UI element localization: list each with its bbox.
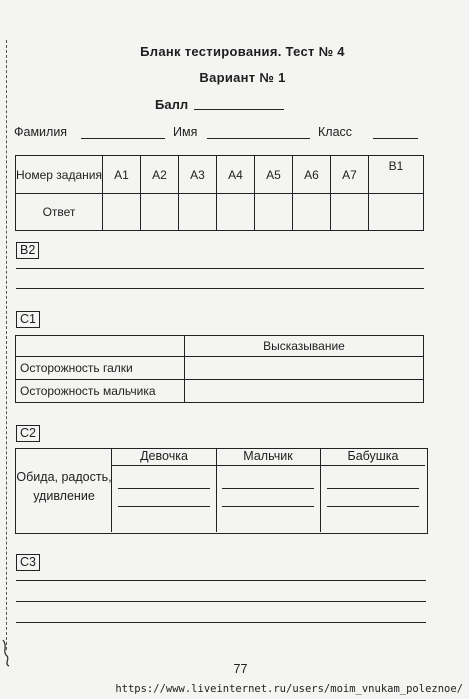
answers-table <box>15 155 424 231</box>
section-c2-label: C2 <box>16 425 40 442</box>
score-label: Балл <box>155 97 189 112</box>
c1-empty-cell <box>16 336 185 357</box>
variant-label: Вариант № 1 <box>199 70 286 85</box>
column-header: A7 <box>331 156 369 194</box>
column-header: A4 <box>217 156 255 194</box>
class-label: Класс <box>318 125 353 139</box>
name-field[interactable] <box>207 138 310 139</box>
page-number: 77 <box>233 662 248 676</box>
surname-field[interactable] <box>81 138 165 139</box>
column-header: B1 <box>369 156 424 194</box>
answer-row <box>16 194 424 231</box>
score-field[interactable] <box>194 109 284 110</box>
answer-cell[interactable] <box>331 194 369 231</box>
c2-column-girl <box>111 448 217 532</box>
answer-cell[interactable] <box>293 194 331 231</box>
answer-cell[interactable] <box>369 194 424 231</box>
c2-column-grandma <box>321 448 425 532</box>
column-header: A6 <box>293 156 331 194</box>
c2-answer-line[interactable] <box>222 506 314 507</box>
c2-row-label: Обида, радость, удивление <box>16 470 112 503</box>
c2-answer-line[interactable] <box>327 488 419 489</box>
c2-column-header: Девочка <box>112 448 216 466</box>
c2-answer-line[interactable] <box>118 488 210 489</box>
c3-answer-line[interactable] <box>16 580 426 581</box>
c1-row <box>16 380 424 403</box>
c2-column-header: Бабушка <box>321 448 425 466</box>
c1-row <box>16 357 424 380</box>
c1-row-label: Осторожность мальчика <box>16 380 185 403</box>
task-number-row <box>16 156 424 194</box>
c3-answer-line[interactable] <box>16 622 426 623</box>
answer-cell[interactable] <box>217 194 255 231</box>
section-c1-label: C1 <box>16 311 40 328</box>
answer-cell[interactable] <box>141 194 179 231</box>
class-field[interactable] <box>373 138 418 139</box>
section-b2-label: B2 <box>16 242 39 259</box>
c1-header-row <box>16 336 424 357</box>
answer-label: Ответ <box>16 194 103 231</box>
c2-answer-line[interactable] <box>222 488 314 489</box>
name-label: Имя <box>173 125 198 139</box>
column-header: A3 <box>179 156 217 194</box>
c2-answer-line[interactable] <box>327 506 419 507</box>
source-url: https://www.liveinternet.ru/users/moim_vnukam_poleznoe/ <box>115 683 463 695</box>
c1-answer-cell[interactable] <box>185 357 424 380</box>
c1-row-label: Осторожность галки <box>16 357 185 380</box>
column-header: A5 <box>255 156 293 194</box>
answer-cell[interactable] <box>103 194 141 231</box>
surname-label: Фамилия <box>14 125 68 139</box>
section-c3-label: C3 <box>16 554 40 571</box>
b2-answer-line[interactable] <box>16 288 424 289</box>
c1-table <box>15 335 424 403</box>
c1-answer-cell[interactable] <box>185 380 424 403</box>
c3-answer-line[interactable] <box>16 601 426 602</box>
c1-column-header: Высказывание <box>185 336 424 357</box>
binding-cut-line <box>6 40 7 650</box>
answer-cell[interactable] <box>179 194 217 231</box>
c2-answer-line[interactable] <box>118 506 210 507</box>
c2-column-header: Мальчик <box>216 448 320 466</box>
form-title: Бланк тестирования. Тест № 4 <box>140 44 345 59</box>
task-number-label: Номер задания <box>16 156 103 194</box>
column-header: A1 <box>103 156 141 194</box>
answer-cell[interactable] <box>255 194 293 231</box>
b2-answer-line[interactable] <box>16 268 424 269</box>
column-header: A2 <box>141 156 179 194</box>
c2-column-boy <box>216 448 321 532</box>
